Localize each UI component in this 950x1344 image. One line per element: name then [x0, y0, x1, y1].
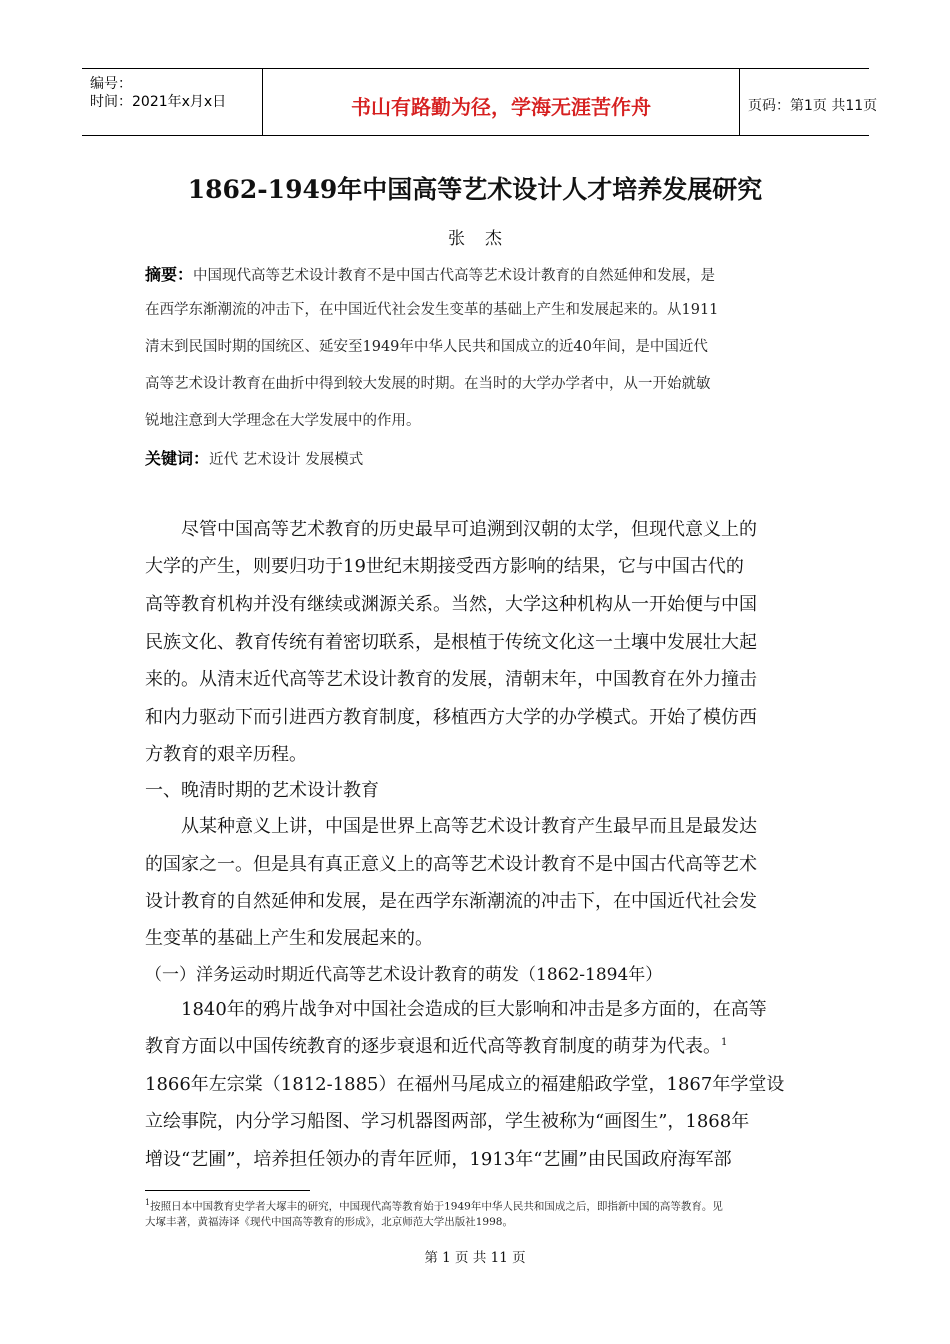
article-author: 张杰 — [448, 229, 522, 249]
abstract-line — [145, 262, 825, 285]
body-line: 增设“艺圃”，培养担任领办的青年匠师，1913年“艺圃”由民国政府海军部 — [145, 1149, 732, 1170]
header-page-cell — [740, 69, 878, 135]
page-footer: 第 1 页 共 11 页 — [424, 1250, 526, 1266]
body-line: 民族文化、教育传统有着密切联系，是根植于传统文化这一土壤中发展壮大起 — [145, 632, 757, 653]
abstract-line: 锐地注意到大学理念在大学发展中的作用。 — [145, 413, 421, 429]
header-meta-cell — [82, 69, 263, 135]
abstract-text: 中国现代高等艺术设计教育不是中国古代高等艺术设计教育的自然延伸和发展，是 — [193, 268, 716, 284]
subsection-heading: （一）洋务运动时期近代高等艺术设计教育的萌发（1862-1894年） — [145, 965, 663, 985]
body-line: 从某种意义上讲，中国是世界上高等艺术设计教育产生最早而且是最发达 — [145, 816, 757, 837]
body-line: 尽管中国高等艺术教育的历史最早可追溯到汉朝的太学，但现代意义上的 — [145, 519, 757, 540]
header-page-info: 页码：第1页 共11页 — [748, 98, 878, 114]
footnote-line — [145, 1198, 723, 1214]
body-line — [145, 1032, 815, 1058]
body-line: 方教育的艰辛历程。 — [145, 744, 307, 765]
body-line: 来的。从清末近代高等艺术设计教育的发展，清朝末年，中国教育在外力撞击 — [145, 669, 757, 690]
body-line: 高等教育机构并没有继续或渊源关系。当然，大学这种机构从一开始便与中国 — [145, 594, 757, 615]
footnote-text: 按照日本中国教育史学者大塚丰的研究，中国现代高等教育始于1949年中华人民共和国成之后，即指新中国的高等教育。见 — [150, 1200, 723, 1213]
keywords-text: 近代 艺术设计 发展模式 — [209, 452, 364, 468]
footnote-divider — [145, 1190, 310, 1191]
body-text: 教育方面以中国传统教育的逐步衰退和近代高等教育制度的萌芽为代表。 — [145, 1036, 721, 1057]
abstract-line: 在西学东渐潮流的冲击下，在中国近代社会发生变革的基础上产生和发展起来的。从1911 — [145, 302, 719, 318]
body-line: 设计教育的自然延伸和发展，是在西学东渐潮流的冲击下，在中国近代社会发 — [145, 891, 757, 912]
footnote-marker: 1 — [145, 1198, 151, 1207]
body-line: 1840年的鸦片战争对中国社会造成的巨大影响和冲击是多方面的，在高等 — [145, 999, 767, 1020]
header-motto-cell — [263, 69, 740, 135]
footnote-reference[interactable]: 1 — [721, 1037, 728, 1048]
header-motto: 书山有路勤为径，学海无涯苦作舟 — [351, 95, 651, 119]
body-line: 和内力驱动下而引进西方教育制度，移植西方大学的办学模式。开始了模仿西 — [145, 707, 757, 728]
abstract-label: 摘要： — [145, 265, 194, 284]
body-line: 1866年左宗棠（1812-1885）在福州马尾成立的福建船政学堂，1867年学堂设 — [145, 1074, 785, 1095]
keywords-label: 关键词： — [145, 449, 210, 468]
section-heading: 一、晚清时期的艺术设计教育 — [145, 780, 379, 801]
abstract-line: 高等艺术设计教育在曲折中得到较大发展的时期。在当时的大学办学者中，从一开始就敏 — [145, 376, 711, 392]
body-line: 生变革的基础上产生和发展起来的。 — [145, 928, 433, 949]
page-header — [82, 68, 878, 136]
body-line: 的国家之一。但是具有真正意义上的高等艺术设计教育不是中国古代高等艺术 — [145, 854, 757, 875]
keywords-line — [145, 446, 825, 469]
article-title: 1862-1949年中国高等艺术设计人才培养发展研究 — [187, 175, 763, 204]
abstract-line: 清末到民国时期的国统区、延安至1949年中华人民共和国成立的近40年间，是中国近代 — [145, 339, 708, 355]
body-line: 立绘事院，内分学习船图、学习机器图两部，学生被称为“画图生”，1868年 — [145, 1111, 750, 1132]
body-line: 大学的产生，则要归功于19世纪末期接受西方影响的结果，它与中国古代的 — [145, 556, 744, 577]
document-number-label: 编号： — [90, 76, 132, 92]
document-date: 时间：2021年x月x日 — [90, 94, 227, 110]
footnote-line: 大塚丰著，黄福涛译《现代中国高等教育的形成》，北京师范大学出版社1998。 — [145, 1216, 513, 1228]
